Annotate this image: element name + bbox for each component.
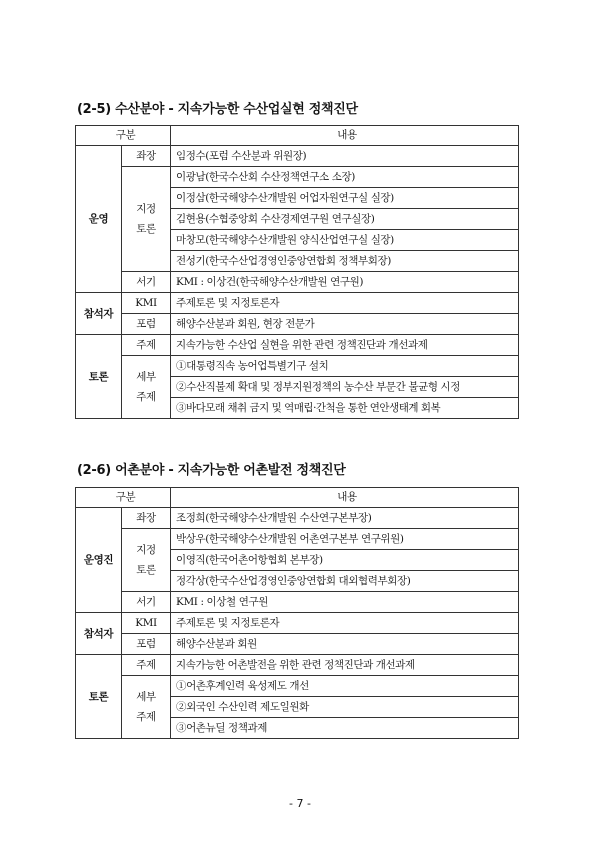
header-content: 내용 [171,126,519,146]
detail-item: ②외국인 수산인력 제도일원화 [171,697,519,718]
sub-label-detail: 세부 주제 [122,676,171,739]
detail-item: ③어촌뉴딜 정책과제 [171,718,519,739]
sub-label-forum: 포럼 [122,634,171,655]
row-label-attendees: 참석자 [76,613,122,655]
forum-value: 해양수산분과 회원 [171,634,519,655]
panel-member: 김현용(수협중앙회 수산경제연구원 연구실장) [171,209,519,230]
panel-member: 마창모(한국해양수산개발원 양식산업연구실 실장) [171,230,519,251]
header-category: 구분 [76,488,171,508]
chair-value: 조정희(한국해양수산개발원 수산연구본부장) [171,508,519,529]
topic-value: 지속가능한 수산업 실현을 위한 관련 정책진단과 개선과제 [171,335,519,356]
header-content: 내용 [171,488,519,508]
sub-label-chair: 좌장 [122,508,171,529]
sub-label-panel: 지정 토론 [122,529,171,592]
secretary-value: KMI : 이상철 연구원 [171,592,519,613]
topic-value: 지속가능한 어촌발전을 위한 관련 정책진단과 개선과제 [171,655,519,676]
kmi-value: 주제토론 및 지정토론자 [171,293,519,314]
chair-value: 임정수(포럼 수산분과 위원장) [171,146,519,167]
panel-member: 이광남(한국수산회 수산정책연구소 소장) [171,167,519,188]
row-label-operation: 운영진 [76,508,122,613]
detail-item: ②수산직불제 확대 및 정부지원정책의 농수산 부문간 불균형 시정 [171,377,519,398]
sub-label-topic: 주제 [122,335,171,356]
panel-member: 이영직(한국어촌어항협회 본부장) [171,550,519,571]
section-title-2-5: (2-5) 수산분야 - 지속가능한 수산업실현 정책진단 [77,102,358,117]
sub-label-secretary: 서기 [122,592,171,613]
kmi-value: 주제토론 및 지정토론자 [171,613,519,634]
sub-label-kmi: KMI [122,613,171,634]
panel-member: 정각상(한국수산업경영인중앙연합회 대외협력부회장) [171,571,519,592]
sub-label-chair: 좌장 [122,146,171,167]
forum-value: 해양수산분과 회원, 현장 전문가 [171,314,519,335]
detail-item: ③바다모래 채취 금지 및 역매립·간척을 통한 연안생태계 회복 [171,398,519,419]
table-2-6 [75,487,519,739]
row-label-discussion: 토론 [76,655,122,739]
row-label-operation: 운영 [76,146,122,293]
sub-label-forum: 포럼 [122,314,171,335]
panel-member: 전성기(한국수산업경영인중앙연합회 정책부회장) [171,251,519,272]
panel-member: 박상우(한국해양수산개발원 어촌연구본부 연구위원) [171,529,519,550]
page-number: - 7 - [289,797,311,810]
table-2-5 [75,125,519,419]
detail-item: ①어촌후계인력 육성제도 개선 [171,676,519,697]
sub-label-kmi: KMI [122,293,171,314]
row-label-discussion: 토론 [76,335,122,419]
sub-label-secretary: 서기 [122,272,171,293]
section-title-2-6: (2-6) 어촌분야 - 지속가능한 어촌발전 정책진단 [77,463,346,478]
row-label-attendees: 참석자 [76,293,122,335]
detail-item: ①대통령직속 농어업특별기구 설치 [171,356,519,377]
panel-member: 이정삼(한국해양수산개발원 어업자원연구실 실장) [171,188,519,209]
sub-label-panel: 지정 토론 [122,167,171,272]
secretary-value: KMI : 이상건(한국해양수산개발원 연구원) [171,272,519,293]
sub-label-topic: 주제 [122,655,171,676]
sub-label-detail: 세부 주제 [122,356,171,419]
header-category: 구분 [76,126,171,146]
